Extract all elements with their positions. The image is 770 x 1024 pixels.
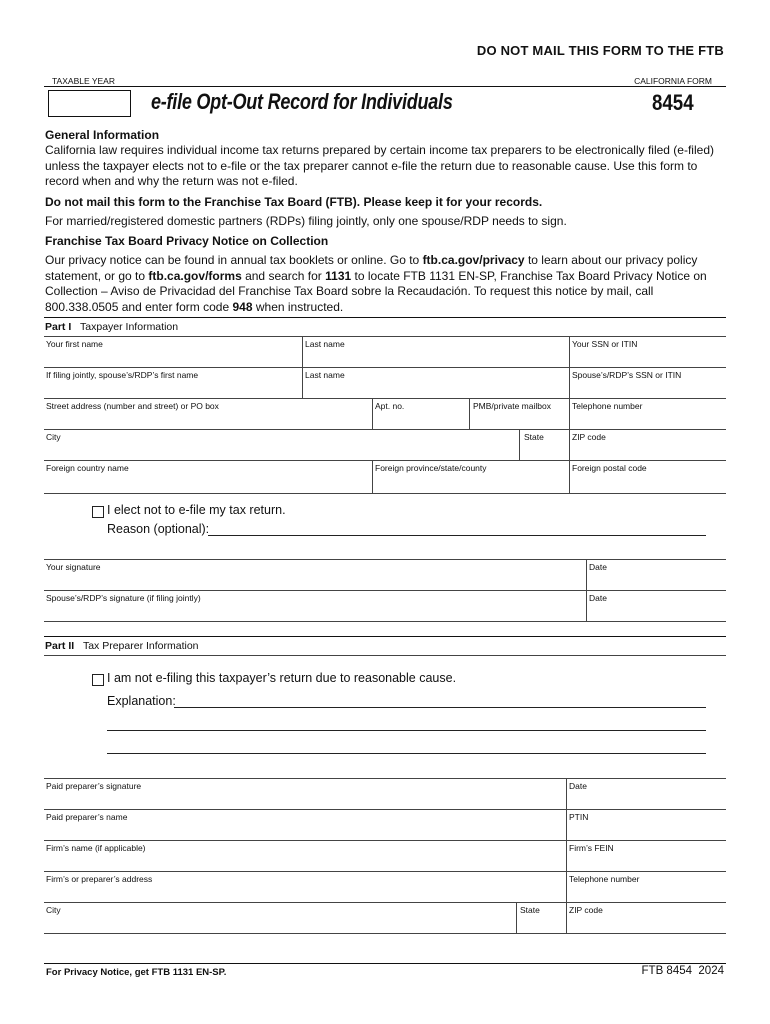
your-first-name-field[interactable]: Your first name	[46, 339, 103, 349]
preparer-name-field[interactable]: Paid preparer’s name	[46, 812, 128, 822]
state-field[interactable]: State	[524, 432, 544, 442]
reason-label: Reason (optional):	[107, 522, 210, 536]
pmb-field[interactable]: PMB/private mailbox	[473, 401, 551, 411]
do-not-mail-notice: Do not mail this form to the Franchise Tax Board (FTB). Please keep it for your records.	[45, 195, 543, 209]
reasonable-cause-label: I am not e-filing this taxpayer’s return due to reasonable cause.	[107, 671, 457, 685]
rdp-notice: For married/registered domestic partners (RDPs) filing jointly, only one spouse/RDP needs to sign.	[45, 214, 567, 228]
california-form-label: CALIFORNIA FORM	[634, 76, 712, 86]
part1-top-rule	[44, 317, 726, 318]
general-info-text: California law requires individual income tax returns prepared by certain income tax preparers to be electronically filed (e-filed) unless the taxpayer elects not to e-file or the tax preparer cannot e-file the return due to reasonable cause. Use this form to record when and why the return was not e-filed.	[45, 143, 714, 188]
footer-privacy-note: For Privacy Notice, get FTB 1131 EN-SP.	[46, 967, 227, 978]
last-name-field[interactable]: Last name	[305, 339, 345, 349]
your-signature-field[interactable]: Your signature	[46, 562, 101, 572]
footer-form-id: FTB 8454 2024	[641, 965, 724, 977]
explanation-input-line2[interactable]	[107, 716, 706, 731]
explanation-input-line3[interactable]	[107, 739, 706, 754]
spouse-ssn-field[interactable]: Spouse’s/RDP’s SSN or ITIN	[572, 370, 682, 380]
taxable-year-label: TAXABLE YEAR	[52, 76, 115, 86]
spouse-signature-field[interactable]: Spouse’s/RDP’s signature (if filing jointly)	[46, 593, 201, 603]
apt-no-field[interactable]: Apt. no.	[375, 401, 405, 411]
general-info-heading: General Information	[45, 128, 160, 142]
taxable-year-field[interactable]	[48, 90, 131, 117]
privacy-heading: Franchise Tax Board Privacy Notice on Collection	[45, 234, 329, 248]
street-address-field[interactable]: Street address (number and street) or PO box	[46, 401, 219, 411]
firm-address-field[interactable]: Firm’s or preparer’s address	[46, 874, 153, 884]
preparer-city-field[interactable]: City	[46, 905, 61, 915]
zip-field[interactable]: ZIP code	[572, 432, 606, 442]
part1-heading: Part I Taxpayer Information	[45, 321, 179, 333]
explanation-label: Explanation:	[107, 694, 176, 708]
preparer-telephone-field[interactable]: Telephone number	[569, 874, 640, 884]
form-number: 8454	[652, 90, 694, 115]
part2-heading: Part II Tax Preparer Information	[45, 640, 199, 652]
do-not-mail-heading: DO NOT MAIL THIS FORM TO THE FTB	[476, 43, 724, 58]
preparer-state-field[interactable]: State	[520, 905, 540, 915]
spouse-signature-date-field[interactable]: Date	[589, 593, 607, 603]
city-field[interactable]: City	[46, 432, 61, 442]
preparer-signature-field[interactable]: Paid preparer’s signature	[46, 781, 142, 791]
footer-rule	[44, 963, 726, 964]
elect-not-efile-checkbox[interactable]	[92, 505, 104, 523]
ptin-field[interactable]: PTIN	[569, 812, 589, 822]
foreign-postal-field[interactable]: Foreign postal code	[572, 463, 647, 473]
firm-name-field[interactable]: Firm’s name (if applicable)	[46, 843, 146, 853]
explanation-input-line1[interactable]	[174, 693, 706, 708]
foreign-province-field[interactable]: Foreign province/state/county	[375, 463, 487, 473]
elect-not-efile-label: I elect not to e-file my tax return.	[107, 503, 286, 517]
preparer-date-field[interactable]: Date	[569, 781, 587, 791]
reason-input[interactable]	[208, 521, 706, 536]
privacy-link[interactable]: ftb.ca.gov/privacy	[422, 253, 525, 267]
ssn-field[interactable]: Your SSN or ITIN	[572, 339, 638, 349]
firm-fein-field[interactable]: Firm’s FEIN	[569, 843, 614, 853]
reasonable-cause-checkbox[interactable]	[92, 673, 104, 691]
header-rule	[44, 86, 726, 87]
preparer-zip-field[interactable]: ZIP code	[569, 905, 603, 915]
spouse-last-name-field[interactable]: Last name	[305, 370, 345, 380]
spouse-first-name-field[interactable]: If filing jointly, spouse’s/RDP’s first name	[46, 370, 199, 380]
forms-link[interactable]: ftb.ca.gov/forms	[148, 268, 242, 283]
foreign-country-field[interactable]: Foreign country name	[46, 463, 129, 473]
signature-date-field[interactable]: Date	[589, 562, 607, 572]
part2-top-rule	[44, 636, 726, 637]
telephone-field[interactable]: Telephone number	[572, 401, 643, 411]
privacy-paragraph: Our privacy notice can be found in annual tax booklets or online. Go to ftb.ca.gov/privacy to learn about our privacy policy statement, or go to ftb.ca.gov/forms and search for 1131 to locate FTB 1131 EN-SP, Franchise Tax Board Privacy Notice on Collection – Aviso de Privacidad del Franchise Tax Board sobre la Recaudación. To request this notice by mail, call 800.338.0505 and enter form code 948 when instructed.	[45, 253, 707, 314]
form-title: e-file Opt-Out Record for Individuals	[151, 89, 453, 114]
